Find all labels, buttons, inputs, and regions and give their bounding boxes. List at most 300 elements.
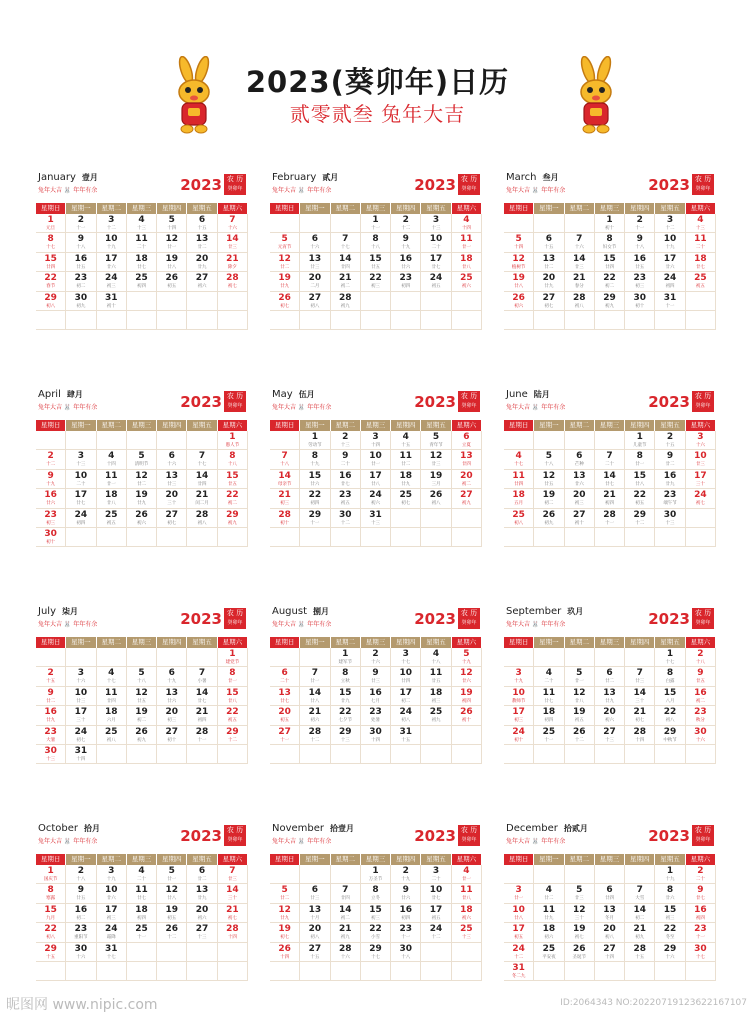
day-cell (565, 233, 595, 252)
day-cell (36, 943, 66, 962)
weekday-label: 星期五 (655, 637, 684, 648)
empty-cell (127, 943, 157, 962)
day-number: 31 (74, 745, 88, 756)
ganzhi-label: 癸卯年 (227, 837, 243, 843)
weekday-header (504, 854, 716, 865)
empty-cell (270, 745, 300, 764)
ganzhi-label: 癸卯年 (461, 403, 477, 409)
lunar-date: 廿八 (461, 264, 471, 270)
day-number: 28 (572, 292, 586, 303)
lunar-date: 初九 (461, 501, 471, 507)
day-cell (270, 706, 300, 725)
day-cell (595, 214, 625, 233)
empty-cell (504, 648, 534, 667)
empty-cell (187, 745, 217, 764)
day-number: 20 (460, 470, 473, 481)
lunar-date: 初四 (310, 501, 320, 507)
day-cell (361, 253, 391, 272)
lunar-date: 廿四 (604, 896, 614, 902)
day-number: 10 (663, 234, 677, 245)
empty-cell (97, 648, 127, 667)
lunar-date: 廿一 (167, 877, 177, 882)
month-name-cn: 拾贰月 (563, 824, 588, 833)
lunar-date: 初七 (167, 520, 177, 526)
lunar-date: 初四 (604, 501, 614, 507)
day-cell (187, 687, 217, 706)
day-number: 21 (633, 924, 647, 935)
day-cell (534, 233, 564, 252)
day-number: 11 (104, 687, 118, 698)
day-cell (421, 233, 451, 252)
day-cell (595, 923, 625, 942)
weekday-label: 星期五 (187, 203, 216, 214)
day-cell (595, 489, 625, 508)
lunar-date: 初五 (167, 284, 177, 290)
empty-cell (452, 943, 482, 962)
day-number: 19 (429, 470, 443, 481)
lunar-date: 廿四 (340, 896, 350, 902)
day-number: 24 (663, 273, 677, 284)
day-cell (504, 726, 534, 745)
weekday-label: 星期二 (331, 420, 360, 431)
weekday-label: 星期二 (565, 854, 594, 865)
day-cell (218, 667, 248, 686)
day-number: 23 (399, 924, 413, 935)
weekday-label: 星期四 (391, 420, 420, 431)
day-number: 8 (229, 668, 236, 679)
empty-cell (391, 528, 421, 547)
lunar-date: 小雪 (370, 935, 380, 941)
lunar-date: 大暑 (46, 737, 56, 743)
day-number: 18 (135, 253, 148, 264)
empty-cell (97, 962, 127, 981)
day-number: 18 (460, 904, 473, 915)
day-cell (36, 687, 66, 706)
day-number: 19 (165, 904, 179, 915)
month-october (36, 821, 248, 979)
ganzhi-label: 癸卯年 (695, 620, 711, 626)
day-cell (218, 214, 248, 233)
day-number: 24 (512, 943, 525, 954)
day-cell (686, 470, 716, 489)
empty-cell (66, 962, 96, 981)
day-cell (452, 667, 482, 686)
day-number: 15 (633, 470, 647, 481)
day-cell (331, 489, 361, 508)
lunar-date: 十八 (544, 462, 554, 468)
weekday-label: 星期三 (361, 854, 390, 865)
lunar-date: 初八 (106, 737, 116, 743)
month-name-en: November (272, 823, 325, 834)
lunar-date: 十六 (695, 737, 705, 743)
day-number: 5 (138, 668, 145, 679)
day-number: 31 (663, 292, 677, 303)
day-cell (270, 253, 300, 272)
lunar-date: 十三 (340, 443, 350, 448)
day-cell (534, 667, 564, 686)
day-number: 4 (545, 668, 553, 679)
day-cell (218, 648, 248, 667)
day-cell (157, 923, 187, 942)
lunar-date: 闰二月 (195, 501, 209, 507)
lunar-date: 初十 (604, 226, 614, 231)
empty-cell (686, 509, 716, 528)
empty-cell (686, 292, 716, 311)
day-cell (391, 865, 421, 884)
month-december (504, 821, 716, 979)
weekday-header (270, 854, 482, 865)
lunar-date: 十八 (76, 877, 86, 882)
lunar-date: 初四 (695, 915, 705, 921)
lunar-date: 初三 (431, 698, 441, 704)
lunar-date: 十二 (665, 226, 675, 231)
lunar-date: 初三 (370, 284, 380, 290)
day-number: 2 (47, 451, 54, 462)
lunar-date: 初二 (340, 284, 350, 290)
day-cell (534, 450, 564, 469)
day-number: 16 (399, 904, 413, 915)
day-cell (218, 865, 248, 884)
lunar-date: 初二 (695, 698, 705, 704)
lunar-date: 十四 (227, 935, 237, 941)
day-cell (595, 292, 625, 311)
empty-cell (97, 745, 127, 764)
day-cell (391, 470, 421, 489)
lunar-date: 初九 (76, 303, 86, 309)
empty-cell (625, 865, 655, 884)
weekday-label: 星期二 (331, 637, 360, 648)
day-number: 23 (399, 273, 413, 284)
day-cell (391, 904, 421, 923)
lunar-date: 十四 (167, 226, 177, 231)
day-number: 21 (278, 490, 291, 501)
day-cell (36, 233, 66, 252)
day-number: 12 (135, 687, 148, 698)
empty-cell (452, 745, 482, 764)
day-number: 30 (663, 509, 677, 520)
weekday-header (270, 203, 482, 214)
lunar-date: 万圣节 (368, 877, 383, 882)
lunar-date: 廿三 (227, 877, 237, 882)
lunar-date: 七夕节 (338, 718, 352, 724)
lunar-date: 初八 (310, 935, 320, 941)
day-number: 29 (663, 726, 677, 737)
lunar-date: 十一 (197, 737, 207, 743)
day-number: 23 (74, 924, 88, 935)
weekday-header (504, 420, 716, 431)
day-cell (127, 233, 157, 252)
lunar-date: 十九 (106, 877, 116, 882)
day-number: 9 (697, 668, 704, 679)
lunar-date: 廿七 (431, 264, 441, 270)
lunar-date: 初十 (574, 520, 584, 526)
day-number: 14 (226, 234, 239, 245)
day-number: 16 (399, 253, 413, 264)
lunar-date: 二十 (695, 245, 705, 251)
lunar-date: 廿三 (167, 481, 177, 487)
day-number: 29 (44, 292, 57, 303)
lunar-date: 廿九 (197, 264, 207, 270)
empty-cell (421, 292, 451, 311)
lunar-date: 十六 (227, 226, 237, 231)
lunar-date: 初三 (106, 284, 116, 290)
day-number: 28 (195, 509, 209, 520)
day-number: 3 (108, 215, 115, 225)
day-number: 21 (338, 924, 352, 935)
day-number: 7 (576, 234, 583, 245)
day-cell (157, 904, 187, 923)
day-number: 10 (104, 885, 118, 896)
lunar-date: 初七 (227, 915, 237, 921)
day-cell (97, 726, 127, 745)
lunar-date: 廿二 (604, 679, 614, 685)
day-number: 16 (663, 470, 677, 481)
weekday-label: 星期五 (655, 420, 684, 431)
day-cell (565, 509, 595, 528)
lunar-date: 廿七 (136, 264, 146, 270)
day-number: 28 (603, 509, 616, 520)
day-number: 5 (515, 234, 522, 245)
lunar-date: 清明节 (134, 462, 149, 468)
nongli-badge (692, 174, 714, 195)
day-number: 5 (281, 885, 288, 896)
day-cell (361, 884, 391, 903)
lunar-date: 建党节 (225, 660, 240, 665)
day-number: 26 (542, 509, 556, 520)
lunar-date: 十八 (227, 462, 237, 468)
day-number: 12 (542, 470, 556, 481)
lunar-date: 廿三 (310, 264, 320, 270)
day-number: 31 (104, 292, 118, 303)
day-cell (36, 528, 66, 547)
day-number: 15 (663, 904, 677, 915)
weekday-label: 星期二 (331, 203, 360, 214)
day-number: 20 (165, 707, 179, 718)
day-number: 11 (399, 451, 413, 462)
day-cell (452, 489, 482, 508)
day-number: 26 (429, 490, 443, 501)
day-number: 7 (342, 234, 349, 245)
day-cell (97, 687, 127, 706)
day-cell (504, 233, 534, 252)
lunar-date: 廿五 (431, 679, 441, 685)
weekday-label: 星期六 (452, 420, 481, 431)
day-cell (270, 470, 300, 489)
day-grid (504, 648, 716, 764)
day-cell (36, 745, 66, 764)
day-cell (331, 687, 361, 706)
day-number: 1 (372, 215, 379, 225)
empty-cell (187, 648, 217, 667)
day-cell (534, 923, 564, 942)
lunar-date: 初五 (280, 718, 290, 724)
day-number: 25 (542, 726, 556, 737)
weekday-label: 星期四 (157, 637, 186, 648)
month-year: 2023 (648, 827, 690, 845)
day-cell (421, 923, 451, 942)
month-header (36, 604, 248, 637)
month-year: 2023 (414, 393, 456, 411)
day-cell (655, 450, 685, 469)
day-cell (565, 904, 595, 923)
day-cell (565, 726, 595, 745)
lunar-date: 廿四 (604, 264, 614, 270)
day-cell (127, 884, 157, 903)
empty-cell (686, 962, 716, 981)
lunar-date: 十三 (197, 935, 207, 941)
weekday-label: 星期日 (504, 637, 533, 648)
day-cell (187, 214, 217, 233)
lunar-date: 十八 (370, 245, 380, 251)
empty-cell (565, 865, 595, 884)
lunar-date: 儿童节 (633, 443, 647, 448)
lunar-date: 廿九 (665, 481, 675, 487)
lunar-date: 初七 (544, 303, 554, 309)
lunar-date: 初六 (197, 284, 207, 290)
day-cell (361, 470, 391, 489)
lunar-date: 廿九 (280, 284, 290, 290)
day-cell (331, 233, 361, 252)
lunar-date: 十七 (46, 245, 56, 251)
empty-cell (187, 528, 217, 547)
lunar-date: 廿八 (310, 698, 320, 704)
lunar-date: 廿二 (197, 245, 207, 251)
day-cell (504, 509, 534, 528)
lunar-date: 十七 (370, 954, 380, 960)
month-name-cn: 伍月 (298, 390, 315, 399)
day-cell (565, 884, 595, 903)
day-number: 19 (135, 490, 148, 501)
day-cell (218, 470, 248, 489)
lunar-date: 十一 (136, 935, 146, 941)
day-cell (655, 489, 685, 508)
empty-cell (534, 648, 564, 667)
day-number: 21 (572, 273, 586, 284)
empty-cell (565, 648, 595, 667)
day-cell (421, 648, 451, 667)
day-number: 13 (165, 687, 179, 698)
day-cell (421, 904, 451, 923)
month-june (504, 387, 716, 545)
lunar-date: 十六 (76, 679, 86, 685)
month-name-en: October (38, 823, 79, 834)
slogan: 兔年大吉 🐰 年年有余 (38, 404, 98, 411)
lunar-date: 初四 (401, 284, 411, 290)
day-cell (625, 687, 655, 706)
day-cell (66, 884, 96, 903)
day-cell (187, 450, 217, 469)
month-march (504, 170, 716, 328)
empty-cell (565, 745, 595, 764)
lunar-date: 十二 (635, 520, 645, 526)
empty-cell (595, 431, 625, 450)
lunar-date: 十二 (401, 226, 411, 231)
day-cell (66, 904, 96, 923)
weekday-label: 星期日 (36, 637, 65, 648)
day-number: 25 (104, 726, 118, 737)
empty-cell (686, 745, 716, 764)
day-cell (218, 272, 248, 291)
lunar-date: 初三 (370, 915, 380, 921)
slogan: 兔年大吉 🐰 年年有余 (38, 838, 98, 845)
day-cell (97, 904, 127, 923)
empty-cell (565, 962, 595, 981)
day-cell (504, 943, 534, 962)
weekday-label: 星期六 (686, 637, 715, 648)
day-number: 3 (432, 215, 440, 225)
day-cell (655, 923, 685, 942)
day-number: 11 (460, 885, 473, 896)
empty-cell (534, 214, 564, 233)
lunar-date: 十一 (310, 520, 320, 526)
day-number: 18 (542, 924, 556, 935)
day-number: 10 (694, 451, 707, 462)
lunar-date: 初四 (401, 915, 411, 921)
lunar-date: 十二 (167, 935, 177, 941)
weekday-label: 星期三 (127, 203, 156, 214)
weekday-label: 星期日 (36, 854, 65, 865)
lunar-date: 廿八 (167, 896, 177, 902)
day-number: 20 (603, 707, 616, 718)
weekday-label: 星期四 (157, 203, 186, 214)
lunar-date: 十一 (280, 737, 290, 743)
day-number: 21 (308, 707, 322, 718)
day-cell (36, 904, 66, 923)
day-cell (625, 214, 655, 233)
day-number: 1 (666, 866, 674, 876)
lunar-date: 十八 (635, 245, 645, 251)
day-cell (452, 272, 482, 291)
lunar-date: 初七 (76, 737, 86, 743)
lunar-date: 廿一 (106, 481, 116, 487)
day-number: 4 (697, 215, 704, 225)
weekday-label: 星期六 (218, 854, 247, 865)
day-cell (565, 450, 595, 469)
day-number: 30 (369, 726, 382, 737)
day-number: 19 (165, 253, 179, 264)
day-cell (270, 233, 300, 252)
lunar-date: 十一 (76, 226, 86, 231)
lunar-date: 廿一 (310, 679, 320, 685)
day-cell (36, 884, 66, 903)
day-number: 27 (572, 509, 586, 520)
weekday-label: 星期日 (504, 854, 533, 865)
empty-cell (421, 943, 451, 962)
day-cell (331, 272, 361, 291)
day-number: 10 (369, 451, 382, 462)
day-number: 4 (463, 215, 470, 225)
day-cell (66, 489, 96, 508)
day-number: 12 (512, 253, 525, 264)
lunar-date: 青年节 (429, 443, 443, 448)
weekday-label: 星期一 (66, 637, 95, 648)
lunar-date: 廿八 (461, 896, 471, 902)
nongli-label: 农 历 (460, 609, 478, 617)
day-cell (187, 706, 217, 725)
lunar-date: 三月 (431, 481, 441, 487)
day-number: 14 (226, 885, 239, 896)
lunar-date: 廿九 (136, 501, 146, 507)
day-number: 6 (606, 885, 613, 896)
weekday-label: 星期六 (686, 420, 715, 431)
day-cell (218, 884, 248, 903)
day-cell (300, 943, 330, 962)
day-cell (127, 726, 157, 745)
day-cell (270, 509, 300, 528)
empty-cell (625, 311, 655, 330)
day-number: 18 (429, 687, 443, 698)
day-number: 29 (226, 509, 239, 520)
